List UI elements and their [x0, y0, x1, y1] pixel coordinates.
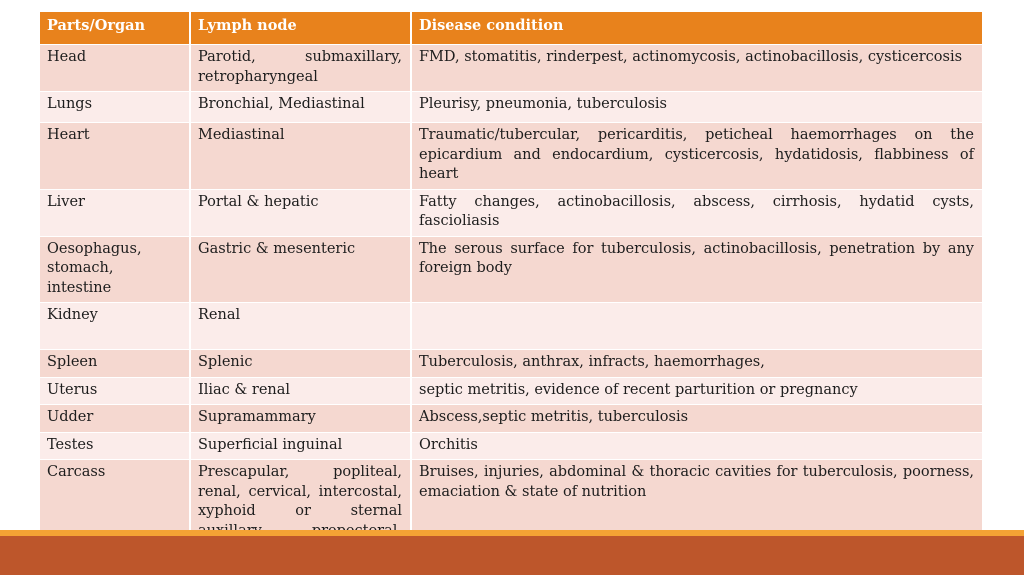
cell-disease: Fatty changes, actinobacillosis, abscess, cirrhosis, hydatid cysts, fascioliasis — [411, 189, 983, 236]
table-row — [39, 303, 983, 350]
table-row — [39, 236, 983, 303]
cell-lymph-node: Splenic — [190, 350, 411, 378]
cell-organ: Testes — [39, 432, 190, 460]
cell-organ: Liver — [39, 189, 190, 236]
cell-organ: Uterus — [39, 377, 190, 405]
table-row — [39, 405, 983, 433]
table-row — [39, 432, 983, 460]
cell-disease: Pleurisy, pneumonia, tuberculosis — [411, 92, 983, 123]
cell-lymph-node: Supramammary — [190, 405, 411, 433]
cell-disease: Bruises, injuries, abdominal & thoracic cavities for tuberculosis, poorness, emaciation & state of nutrition — [411, 460, 983, 566]
cell-lymph-node: Bronchial, Mediastinal — [190, 92, 411, 123]
header-disease-condition: Disease condition — [411, 12, 983, 45]
cell-lymph-node: Prescapular, popliteal, renal, cervical, intercostal, xyphoid or sternal — [190, 460, 411, 566]
table-row — [39, 377, 983, 405]
cell-organ: Kidney — [39, 303, 190, 350]
cell-lymph-node: Portal & hepatic — [190, 189, 411, 236]
cell-disease: Tuberculosis, anthrax, infracts, haemorrhages, — [411, 350, 983, 378]
cell-organ: Spleen — [39, 350, 190, 378]
table-row — [39, 123, 983, 190]
table-header-row — [39, 12, 983, 45]
cell-organ: Head — [39, 45, 190, 92]
table-row — [39, 92, 983, 123]
cell-lymph-node: Renal — [190, 303, 411, 350]
footer-bar — [0, 536, 1024, 575]
cell-disease: Traumatic/tubercular, pericarditis, peticheal haemorrhages on the epicardium and endocardium, cysticercosis, hydatidosis, flabbiness of heart — [411, 123, 983, 190]
header-parts-organ: Parts/Organ — [39, 12, 190, 45]
cell-disease: septic metritis, evidence of recent parturition or pregnancy — [411, 377, 983, 405]
cell-organ: Heart — [39, 123, 190, 190]
header-lymph-node: Lymph node — [190, 12, 411, 45]
organ-lymph-node-table — [38, 11, 984, 566]
cell-lymph-node: Iliac & renal — [190, 377, 411, 405]
cell-disease: Abscess,septic metritis, tuberculosis — [411, 405, 983, 433]
cell-disease — [411, 303, 983, 350]
cell-lymph-node: Superficial inguinal — [190, 432, 411, 460]
cell-lymph-node: Gastric & mesenteric — [190, 236, 411, 303]
table-row — [39, 189, 983, 236]
cell-organ: Udder — [39, 405, 190, 433]
cell-disease: Orchitis — [411, 432, 983, 460]
cell-disease: FMD, stomatitis, rinderpest, actinomycosis, actinobacillosis, cysticercosis — [411, 45, 983, 92]
cell-organ: Lungs — [39, 92, 190, 123]
table-row — [39, 45, 983, 92]
cell-disease: The serous surface for tuberculosis, actinobacillosis, penetration by any foreign body — [411, 236, 983, 303]
table-row — [39, 350, 983, 378]
cell-organ: Carcass — [39, 460, 190, 566]
cell-lymph-node: Parotid, submaxillary, retropharyngeal — [190, 45, 411, 92]
cell-lymph-node: Mediastinal — [190, 123, 411, 190]
cell-organ: Oesophagus, stomach, intestine — [39, 236, 190, 303]
